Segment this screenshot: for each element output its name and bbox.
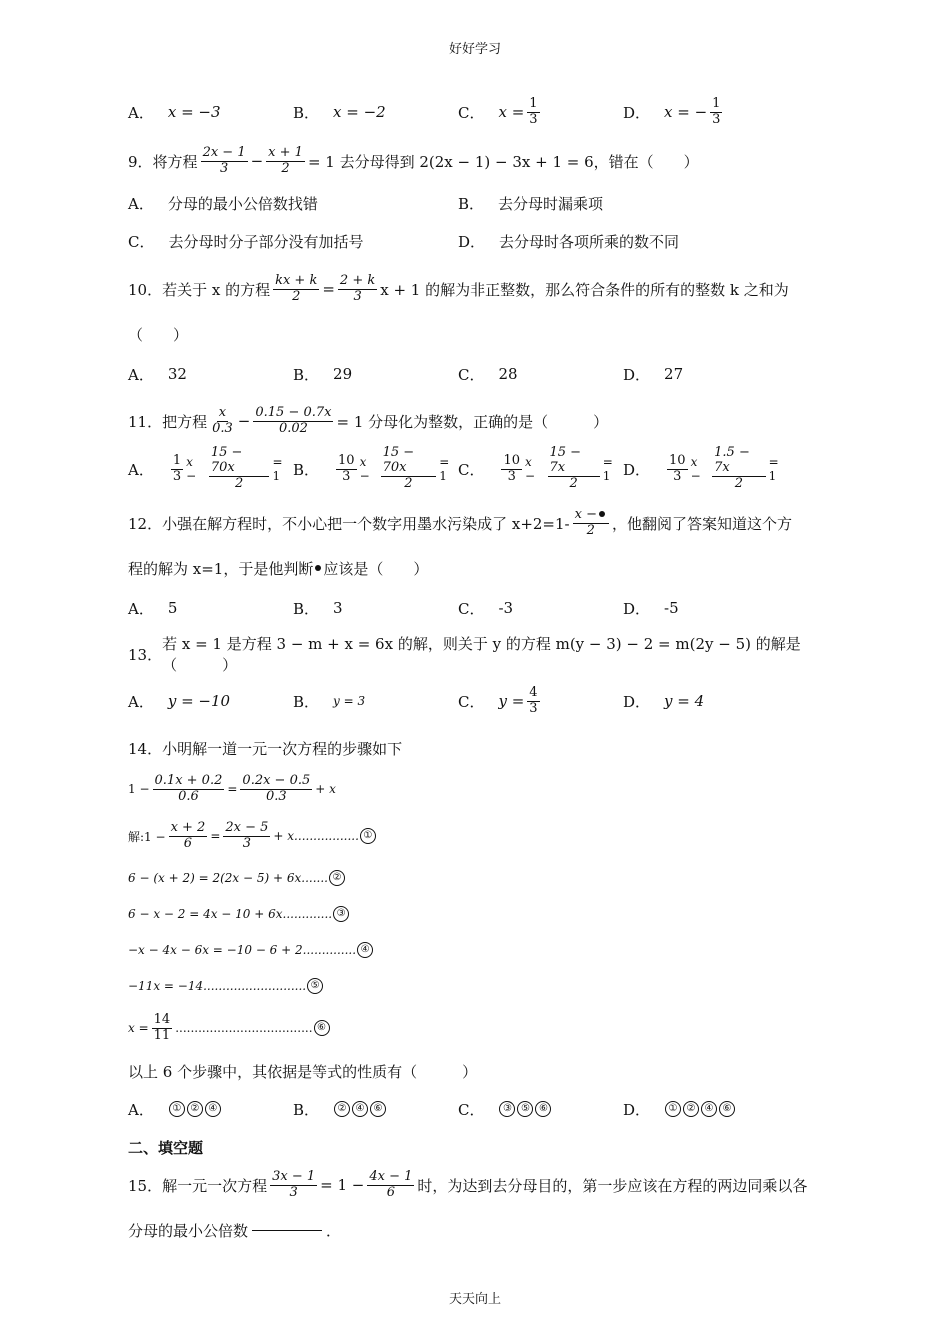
q12-option-d[interactable]: D． -5 bbox=[623, 599, 679, 618]
q14-options bbox=[128, 1090, 828, 1128]
fraction: $\frac{15 - 70x}{2}$ bbox=[381, 446, 437, 492]
q12-option-a[interactable]: A． 5 bbox=[128, 599, 178, 618]
q8-option-b[interactable]: B． x = −2 bbox=[293, 103, 386, 122]
ink-blot-icon bbox=[599, 511, 605, 517]
q14-step-5: −11x = −14........................... ⑤ bbox=[128, 968, 828, 1004]
fraction: $\frac{x + 2}{6}$ bbox=[170, 819, 206, 851]
fraction: $\frac{10}{3}$ bbox=[338, 452, 355, 484]
fraction: $\frac{1}{3}$ bbox=[712, 95, 721, 127]
fraction: $\frac{2 + k}{3}$ bbox=[339, 272, 376, 304]
q15-stem: 15． 解一元一次方程 $\frac{3x - 1}{3}$ = 1 − $\frac{4x - 1}{6}$ 时，为达到去分母目的，第一步应该在方程的两边同乘以各 bbox=[128, 1168, 808, 1200]
page-header: 好好学习 bbox=[448, 42, 501, 57]
fraction: $\frac{10}{3}$ bbox=[669, 452, 686, 484]
q8-option-a[interactable]: A． x = −3 bbox=[128, 103, 221, 122]
q14-step-4: −x − 4x − 6x = −10 − 6 + 2.............. ④ bbox=[128, 932, 828, 968]
q14-stem: 14． 小明解一道一元一次方程的步骤如下 bbox=[128, 739, 403, 758]
q12-option-b[interactable]: B． 3 bbox=[293, 599, 343, 618]
fraction: $\frac{kx + k}{2}$ bbox=[275, 272, 318, 304]
q9-stem: 9． 将方程 $\frac{2x - 1}{3}$ − $\frac{x + 1}{2}$ = 1 去分母得到 2(2x − 1) − 3x + 1 = 6，错在（ ） bbox=[128, 144, 699, 176]
q12-options bbox=[128, 588, 828, 628]
fraction: $\frac{1}{3}$ bbox=[529, 95, 538, 127]
fraction: $\frac{10}{3}$ bbox=[503, 452, 521, 484]
q13-stem: 13． 若 x = 1 是方程 3 − m + x = 6x 的解，则关于 y 的方程 m(y − 3) − 2 = m(2y − 5) 的解是（ ） bbox=[128, 635, 801, 674]
fraction: $\frac{0.15 - 0.7x}{0.02}$ bbox=[255, 404, 332, 436]
q14-option-a[interactable]: A． ① ② ④ bbox=[128, 1099, 293, 1120]
q8-option-d[interactable]: D． x = − $\frac{1}{3}$ bbox=[623, 95, 721, 127]
q9-options-row2 bbox=[128, 222, 828, 260]
q9-option-d[interactable]: D． 去分母时各项所乘的数不同 bbox=[458, 232, 680, 251]
fraction: $\frac{15 - 7x}{2}$ bbox=[548, 446, 600, 492]
q10-option-d[interactable]: D． 27 bbox=[623, 365, 684, 384]
q13-options bbox=[128, 676, 828, 726]
answer-blank[interactable] bbox=[252, 1230, 322, 1231]
fraction: $\frac{3x - 1}{3}$ bbox=[272, 1168, 316, 1200]
q14-step-6: x = $\frac{14}{11}$ .................................... ⑥ bbox=[128, 1004, 828, 1052]
q14-option-b[interactable]: B． ② ④ ⑥ bbox=[293, 1099, 458, 1120]
q10-options bbox=[128, 354, 828, 394]
fraction: $\frac{14}{11}$ bbox=[153, 1011, 171, 1043]
fraction: $\frac{2x - 5}{3}$ bbox=[225, 819, 269, 851]
q13-option-a[interactable]: A． y = −10 bbox=[128, 692, 231, 711]
q10-stem: 10． 若关于 x 的方程 $\frac{kx + k}{2}$ = $\frac{2 + k}{3}$ x + 1 的解为非正整数，那么符合条件的所有的整数 k 之和为 bbox=[128, 272, 789, 304]
q14-steps bbox=[128, 766, 828, 1052]
q11-option-d[interactable]: D． $\frac{10}{3}$ x − $\frac{1.5 - 7x}{2}$ = 1 bbox=[623, 445, 779, 491]
q11-option-c[interactable]: C． $\frac{10}{3}$ x − $\frac{15 - 7x}{2}$ = 1 bbox=[458, 445, 613, 491]
q14-step-1: 解:1 − $\frac{x + 2}{6}$ = $\frac{2x - 5}{3}$ + x................. ① bbox=[128, 812, 828, 860]
q14-option-d[interactable]: D． ① ② ④ ⑥ bbox=[623, 1099, 788, 1120]
ink-blot-icon bbox=[315, 565, 321, 571]
page-footer: 天天向上 bbox=[448, 1292, 501, 1307]
q12-stem-line2: 程的解为 x=1，于是他判断 应该是（ ） bbox=[128, 559, 429, 578]
content bbox=[128, 90, 828, 1250]
q10-option-a[interactable]: A． 32 bbox=[128, 365, 187, 384]
q12-stem: 12． 小强在解方程时，不小心把一个数字用墨水污染成了 x+2=1- $\frac{x -}{2}$ ，他翻阅了答案知道这个方 bbox=[128, 506, 792, 538]
q8-options bbox=[128, 90, 828, 134]
fraction: $\frac{4}{3}$ bbox=[529, 684, 538, 716]
q14-step-3: 6 − x − 2 = 4x − 10 + 6x............. ③ bbox=[128, 896, 828, 932]
q8-option-c[interactable]: C． x = $\frac{1}{3}$ bbox=[458, 95, 538, 127]
q10-option-c[interactable]: C． 28 bbox=[458, 365, 518, 384]
q13-option-b[interactable]: B． y = 3 bbox=[293, 692, 366, 711]
q11-options bbox=[128, 444, 828, 494]
fraction: $\frac{1.5 - 7x}{2}$ bbox=[712, 446, 765, 492]
q13-option-c[interactable]: C． y = $\frac{4}{3}$ bbox=[458, 684, 538, 716]
q14-equation: 1 − $\frac{0.1x + 0.2}{0.6}$ = $\frac{0.2x - 0.5}{0.3}$ + x bbox=[128, 772, 336, 804]
q11-option-a[interactable]: A． $\frac{1}{3}$ x − $\frac{15 - 70x}{2}$ = 1 bbox=[128, 445, 283, 491]
fraction: $\frac{2x - 1}{3}$ bbox=[202, 144, 246, 176]
q10-option-b[interactable]: B． 29 bbox=[293, 365, 353, 384]
fraction: $\frac{0.2x - 0.5}{0.3}$ bbox=[242, 772, 311, 804]
section-heading: 二、填空题 bbox=[128, 1138, 204, 1157]
fraction: $\frac{0.1x + 0.2}{0.6}$ bbox=[154, 772, 223, 804]
fraction: $\frac{4x - 1}{6}$ bbox=[369, 1168, 413, 1200]
fraction: $\frac{x + 1}{2}$ bbox=[268, 144, 303, 176]
fraction: $\frac{1}{3}$ bbox=[172, 452, 182, 484]
fraction: $\frac{15 - 70x}{2}$ bbox=[209, 446, 270, 492]
fraction: $\frac{x -}{2}$ bbox=[573, 508, 609, 539]
q11-stem: 11． 把方程 $\frac{x}{0.3}$ − $\frac{0.15 - 0.7x}{0.02}$ = 1 分母化为整数，正确的是（ ） bbox=[128, 404, 609, 436]
q13-option-d[interactable]: D． y = 4 bbox=[623, 692, 705, 711]
q9-options-row1 bbox=[128, 184, 828, 222]
q9-option-b[interactable]: B． 去分母时漏乘项 bbox=[458, 194, 604, 213]
fraction: $\frac{x}{0.3}$ bbox=[212, 404, 233, 436]
q9-option-c[interactable]: C． 去分母时分子部分没有加括号 bbox=[128, 232, 364, 251]
q11-option-b[interactable]: B． $\frac{10}{3}$ x − $\frac{15 - 70x}{2}$ = 1 bbox=[293, 445, 450, 491]
q14-question: 以上 6 个步骤中，其依据是等式的性质有（ ） bbox=[128, 1062, 478, 1081]
q14-step-2: 6 − (x + 2) = 2(2x − 5) + 6x....... ② bbox=[128, 860, 828, 896]
q10-paren: （ ） bbox=[128, 325, 189, 344]
q12-option-c[interactable]: C． -3 bbox=[458, 599, 514, 618]
q14-option-c[interactable]: C． ③ ⑤ ⑥ bbox=[458, 1099, 623, 1120]
q9-option-a[interactable]: A． 分母的最小公倍数找错 bbox=[128, 194, 318, 213]
q15-line2: 分母的最小公倍数 ． bbox=[128, 1221, 342, 1240]
